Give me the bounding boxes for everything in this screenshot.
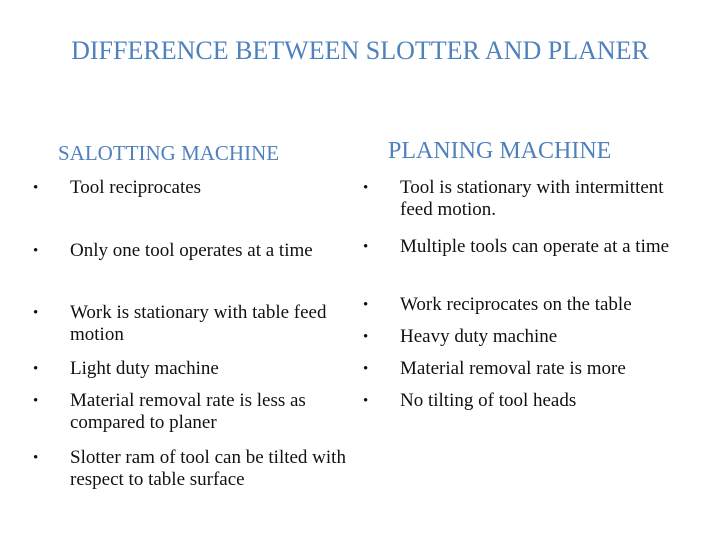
list-item: • Slotter ram of tool can be tilted with respect to table surface <box>26 447 356 491</box>
slide-title: DIFFERENCE BETWEEN SLOTTER AND PLANER <box>71 36 649 65</box>
list-item: • Multiple tools can operate at a time <box>356 236 686 258</box>
slotting-machine-heading: SALOTTING MACHINE <box>58 141 280 165</box>
list-item: • Tool reciprocates <box>26 177 356 199</box>
list-item: • Material removal rate is less as compared to planer <box>26 390 356 434</box>
planing-machine-heading: PLANING MACHINE <box>388 138 612 164</box>
list-item: • Only one tool operates at a time <box>26 240 356 262</box>
list-item: • Work is stationary with table feed motion <box>26 302 356 346</box>
list-item: • Material removal rate is more <box>356 358 686 380</box>
list-item: • Light duty machine <box>26 358 356 380</box>
list-item: • Tool is stationary with intermittent feed motion. <box>356 177 686 221</box>
list-item: • Heavy duty machine <box>356 326 686 348</box>
list-item: • Work reciprocates on the table <box>356 294 686 316</box>
list-item: • No tilting of tool heads <box>356 390 686 412</box>
